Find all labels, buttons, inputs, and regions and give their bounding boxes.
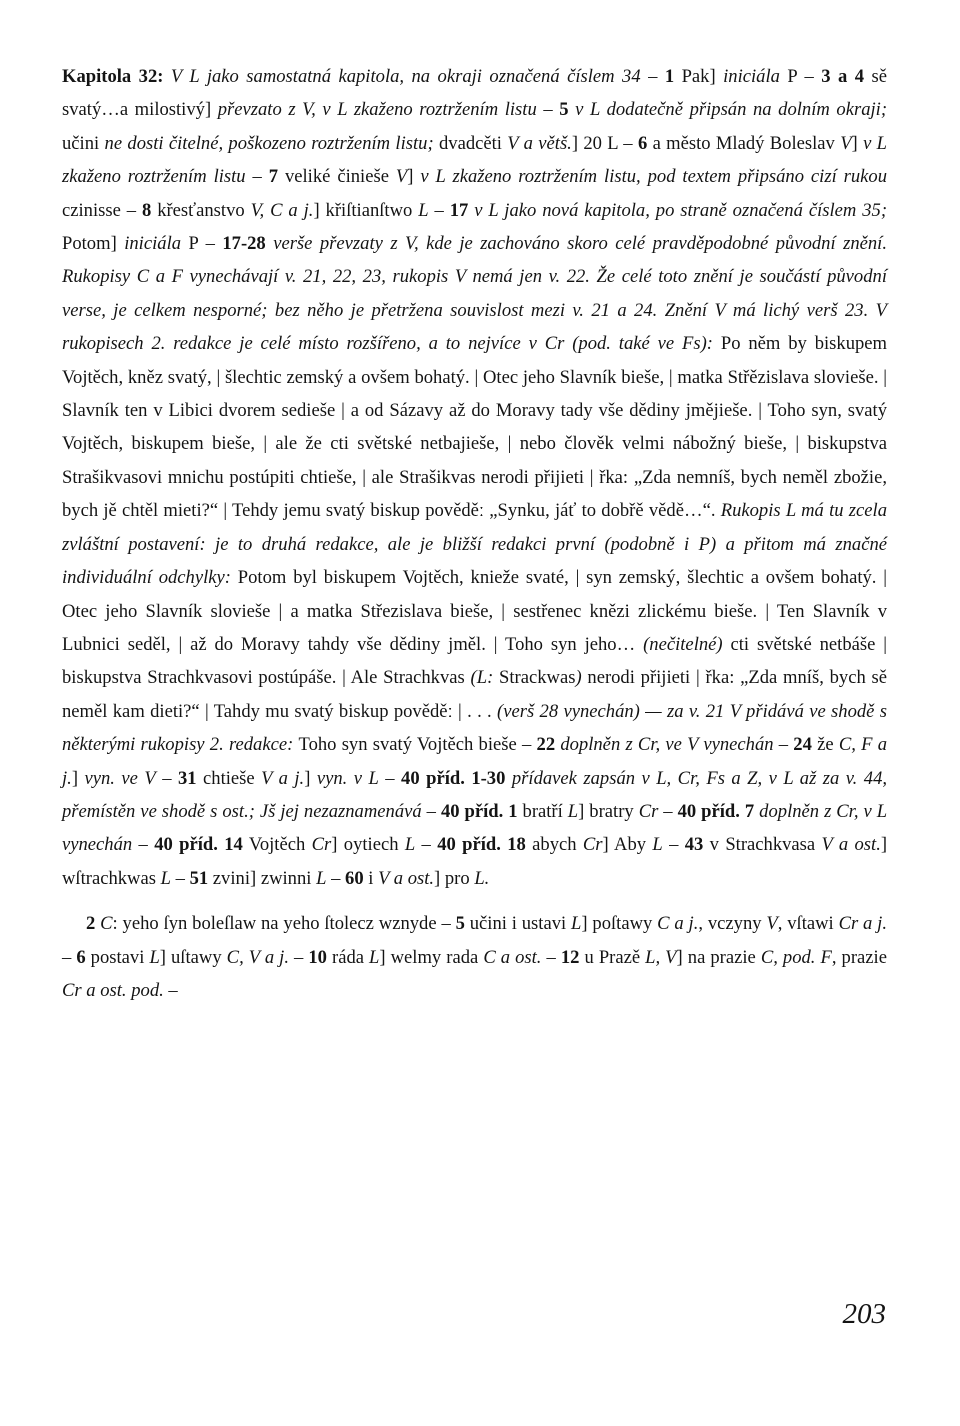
text-segment: v Strachkvasa xyxy=(703,834,822,856)
text-segment: 40 příd. 1-30 xyxy=(401,767,506,789)
text-segment: Pak] xyxy=(674,66,724,87)
text-segment: Cr xyxy=(638,800,659,822)
text-segment: V a větš. xyxy=(507,132,572,154)
text-segment: ) xyxy=(575,667,582,689)
text-segment: 6 xyxy=(76,946,86,968)
text-segment: v L zkaženo roztržením listu, pod textem připsáno cizí rukou xyxy=(420,166,888,188)
text-segment: Rukopis L má tu zcela zvláštní postavení: je to druhá redakce, ale je bližší redakci první (podobně i P) a přitom má značné individuální odchylky: xyxy=(62,500,887,589)
text-segment: Kapitola 32: xyxy=(62,66,171,87)
text-segment: vyn. v L xyxy=(316,767,379,789)
text-segment: 3 a 4 xyxy=(821,66,865,87)
text-segment: 8 xyxy=(141,199,152,221)
text-segment: Potom] xyxy=(62,233,125,255)
text-segment: zvini] zwinni xyxy=(208,867,317,889)
text-segment: V a j. xyxy=(261,767,305,789)
text-segment: C xyxy=(95,913,113,935)
text-segment: veliké činieše xyxy=(278,166,396,188)
text-segment: ráda xyxy=(326,946,370,968)
text-segment: – xyxy=(378,767,402,789)
text-segment: 22 xyxy=(536,734,556,756)
text-segment: ] welmy rada xyxy=(379,946,484,968)
text-segment: L xyxy=(418,199,429,221)
text-segment: – xyxy=(428,199,450,221)
text-segment: – xyxy=(421,800,441,822)
text-segment: převzato z V, v L zkaženo roztržením listu xyxy=(217,99,537,121)
text-segment: v L dodatečně připsán na dolním okraji; xyxy=(568,99,888,121)
text-segment: 60 xyxy=(345,867,364,889)
text-segment: 1 xyxy=(664,66,675,87)
text-segment: 43 xyxy=(684,834,704,856)
text-segment: – xyxy=(415,834,438,856)
text-segment: učini i ustavi xyxy=(464,913,572,935)
text-segment: V a ost. xyxy=(378,867,435,889)
text-segment: – xyxy=(245,166,269,188)
text-segment: cti světské netbáše | biskupstva Strachkvasovi postúpáše. | Ale Strachkvas xyxy=(62,633,887,689)
text-segment: C a ost. xyxy=(483,946,542,968)
text-segment: abych xyxy=(525,834,583,856)
text-segment: a město Mladý Boleslav xyxy=(647,132,841,154)
text-segment: – xyxy=(773,734,794,756)
paragraph-chapter-32-notes xyxy=(62,60,887,895)
text-segment: postavi xyxy=(85,946,150,968)
text-segment: Potom byl biskupem Vojtěch, knieže svaté, | syn zemský, šlechtic a ovšem bohatý. | Otec jeho Slavník slovieše | a matka Střezislava bieše, | sestřenec knězi zlickému bieše. | Ten Slavník v Lubnici seděl, | až do Moravy tahdy vše dědiny jměl. | Toho syn jeho… xyxy=(62,567,887,655)
text-segment: – xyxy=(132,834,155,856)
text-segment: – xyxy=(326,867,346,889)
text-segment: bratří xyxy=(517,800,568,822)
text-segment: 31 xyxy=(177,767,197,789)
text-segment: učini xyxy=(62,132,105,154)
text-segment: Cr a j. xyxy=(838,913,887,935)
text-segment: ] křiſtianſtwo xyxy=(313,199,419,221)
text-segment: Vojtěch xyxy=(242,834,312,856)
text-segment: V xyxy=(395,166,408,188)
text-segment: – xyxy=(170,867,190,889)
text-segment: chtieše xyxy=(196,767,262,789)
text-segment: – xyxy=(163,979,178,1001)
text-segment: 12 xyxy=(560,946,580,968)
text-segment: 7 xyxy=(268,166,279,188)
text-segment: L. xyxy=(474,867,490,889)
text-segment: 40 příd. 18 xyxy=(437,834,526,856)
text-segment: i xyxy=(363,867,379,889)
text-segment: – xyxy=(288,946,309,968)
text-segment: doplněn z Cr, v L vynechán xyxy=(62,800,888,856)
text-segment: V xyxy=(840,132,852,154)
text-segment: verše převzaty z V, kde je zachováno skoro celé pravděpodobné původní znění. Rukopisy C a F vynechávají v. 21, 22, 23, rukopis V nemá jen v. 22. Že celé toto znění je součástí původní verse, je celkem nesporné; bez něho je přetržena souvislost mezi v. 21 a 24. Znění V má lichý verš 23. V rukopisech 2. redakce je celé místo rozšířeno, a to nejvíce v Cr (pod. také ve Fs): xyxy=(62,233,887,355)
text-segment: ] xyxy=(851,132,864,154)
text-segment: V a ost. xyxy=(821,834,881,856)
text-segment: P – xyxy=(779,66,822,87)
text-segment: že xyxy=(811,734,839,756)
text-segment: ] poſtawy xyxy=(581,913,658,935)
text-segment: Strackwas xyxy=(499,667,576,689)
text-segment: Cr xyxy=(582,834,603,856)
text-segment: přídavek zapsán v L, Cr, Fs a Z, v L až za v. 44, přemístěn ve shodě s ost.; Jš jej nezaznamenává xyxy=(62,767,888,822)
text-segment: : yeho ſyn boleſlaw na yeho ſtolecz wznyde – xyxy=(112,913,456,935)
text-segment: – xyxy=(662,834,685,856)
text-segment: L xyxy=(567,800,579,822)
text-segment: ] pro xyxy=(434,867,475,889)
text-segment: u Prazě xyxy=(579,946,646,968)
text-segment: V xyxy=(766,913,778,935)
text-segment: ] xyxy=(71,767,85,789)
text-segment: L xyxy=(571,913,582,935)
text-segment: V, C a j. xyxy=(250,199,314,221)
text-segment: 40 příd. 1 xyxy=(440,800,518,822)
text-segment: L xyxy=(404,834,416,856)
text-segment: ] 20 L – xyxy=(571,132,638,154)
text-segment: v L jako nová kapitola, po straně označená číslem 35; xyxy=(468,199,888,221)
text-segment: V L jako samostatná kapitola, na okraji označená číslem 34 xyxy=(170,66,641,87)
text-segment: C a j. xyxy=(657,913,699,935)
text-segment: – xyxy=(658,800,678,822)
text-segment: C, V a j. xyxy=(226,946,289,968)
text-segment: nerodi přijieti | řka: „Zda mníš, bych sě neměl kam dieti?“ | Tahdy mu svatý biskup pověděː | . . . xyxy=(62,667,887,722)
text-segment: L xyxy=(149,946,160,968)
text-segment: 10 xyxy=(308,946,327,968)
text-segment: ] na prazie xyxy=(676,946,761,968)
text-segment: P – xyxy=(181,233,223,255)
text-segment: , prazie xyxy=(831,946,887,968)
text-segment: dvadcěti xyxy=(438,132,508,154)
text-segment: (verš 28 vynechán) — za v. 21 V přidává ve shodě s některými rukopisy 2. redakce: xyxy=(62,700,888,756)
text-segment: v L zkaženo roztržením listu xyxy=(62,132,888,188)
text-segment: L, V xyxy=(645,946,677,968)
text-segment: ] oytiech xyxy=(331,834,405,856)
text-segment: L xyxy=(369,946,380,968)
text-segment: 5 xyxy=(559,99,569,121)
text-segment: ] uſtawy xyxy=(159,946,227,968)
text-segment: ] Aby xyxy=(602,834,653,856)
text-segment: Po něm by biskupem Vojtěch, kněz svatý, | šlechtic zemský a ovšem bohatý. | Otec jeho Slavník bieše, | matka Střězislava slovieše. | Slavník ten v Libici dvorem sedieše | a od Sázavy až do Moravy tady vše dědiny jmějieše. | Toho syn, svatý Vojtěch, biskupem bieše, | ale že cti světské netbajieše, | nebo člověk velmi nábožný bieše, | biskupstva Strašikvasovi mnichu postúpiti chtieše, | ale Strašikvas nerodi přijieti | řka: „Zda nemníš, bych neměl zbožie, bych jě chtěl mieti?“ | Tehdy jemu svatý biskup pověděː „Synku, jáť to dobřě vědě…“. xyxy=(62,333,888,522)
text-segment: 5 xyxy=(455,913,465,935)
text-segment: ] xyxy=(304,767,317,789)
text-segment: 17 xyxy=(449,199,469,221)
document-page xyxy=(62,60,887,1007)
text-segment: C, F a j. xyxy=(62,734,887,789)
text-segment: – xyxy=(62,946,77,968)
text-segment: (L: xyxy=(470,667,500,689)
text-segment: – xyxy=(155,767,178,789)
text-segment: (nečitelné) xyxy=(643,633,723,655)
text-segment: L xyxy=(316,867,327,889)
text-segment: ne dosti čitelné, poškozeno roztržením listu; xyxy=(104,132,439,154)
text-segment: 24 xyxy=(793,734,812,756)
text-segment: – xyxy=(541,946,561,968)
text-segment: , vczyny xyxy=(698,913,767,935)
text-segment: 6 xyxy=(637,132,648,154)
text-segment: ] wſtrachkwas xyxy=(62,834,888,889)
text-segment: L xyxy=(160,867,171,889)
text-segment: , vſtawi xyxy=(777,913,839,935)
text-segment: L xyxy=(652,834,663,856)
paragraph-notes-continued xyxy=(62,907,887,1007)
text-segment: 51 xyxy=(189,867,209,889)
text-segment: ] bratry xyxy=(578,800,639,822)
text-segment: sě svatý…a milostivý] xyxy=(62,66,887,121)
text-segment: 40 příd. 7 xyxy=(677,800,755,822)
page-number: 203 xyxy=(842,1298,886,1330)
text-segment: czinisse – xyxy=(62,199,142,221)
text-segment: – xyxy=(640,66,665,87)
text-segment: Cr a ost. pod. xyxy=(62,979,164,1001)
text-segment: křesťanstvo xyxy=(151,199,251,221)
text-segment: 40 příd. 14 xyxy=(154,834,243,856)
text-segment: C, pod. F xyxy=(760,946,832,968)
text-segment: vyn. ve V xyxy=(84,767,156,789)
text-segment: Cr xyxy=(311,834,332,856)
text-segment: iniciála xyxy=(124,233,182,255)
text-segment: doplněn z Cr, ve V vynechán xyxy=(555,734,774,756)
text-segment: iniciála xyxy=(723,66,780,87)
text-segment: 2 xyxy=(86,913,96,935)
text-segment: 17-28 xyxy=(222,233,266,255)
text-segment: Toho syn svatý Vojtěch bieše – xyxy=(298,734,537,756)
text-segment: – xyxy=(536,99,560,121)
text-segment: ] xyxy=(407,166,421,188)
